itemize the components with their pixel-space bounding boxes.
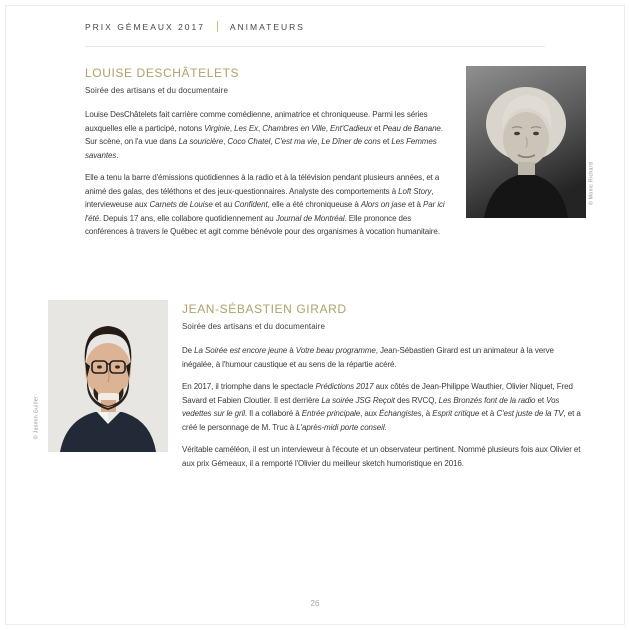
louise-paragraph-2: Elle a tenu la barre d'émissions quotidiennes à la radio et à la télévision pendant plusieurs années, et a animé des galas, des téléthons et des jeux-questionnaires. Analyste des comportements à Loft Story, intervieweuse aux Carnets de Louise et au Confident, elle a été chroniqueuse à Alors on jase et à Par ici l'été. Depuis 17 ans, elle collabore quotidiennement au Journal de Montréal. Elle prononce des conférences à travers le Québec et agit comme bénévole pour des organismes à vocation humanitaire.: [85, 173, 445, 236]
section-title-girard: JEAN-SÉBASTIEN GIRARD: [182, 302, 347, 316]
page-header: [85, 21, 305, 33]
header-program-title: PRIX GÉMEAUX 2017: [85, 22, 205, 32]
photo-credit-girard: © Jasmin Guiller: [33, 395, 40, 440]
section-louise-deschatelets: [85, 66, 595, 248]
header-separator: |: [215, 20, 219, 32]
girard-paragraph-1: De La Soirée est encore jeune à Votre beau programme, Jean-Sébastien Girard est un animateur à la verve inégalée, à l'humour caustique et au sens de la répartie acéré.: [182, 346, 554, 369]
header-category: ANIMATEURS: [229, 22, 305, 32]
page-number: 26: [310, 599, 320, 608]
photo-louise-deschatelets: [466, 66, 595, 218]
header-rule: [85, 46, 545, 47]
photo-jean-sebastien-girard: [33, 300, 168, 452]
girard-paragraph-2: En 2017, il triomphe dans le spectacle Prédictions 2017 aux côtés de Jean-Philippe Wauthier, Olivier Niquet, Fred Savard et Fabien Cloutier. Il est derrière La soirée JSG Reçoit des RVCQ, Les Bronzés font de la radio et Vos vedettes sur le gril. Il a collaboré à Entrée principale, aux Échangistes, à Esprit critique et à C'est juste de la TV, et a créé le personnage de M. Truc à L'après-midi porte conseil.: [182, 382, 581, 432]
louise-paragraph-1: Louise DesChâtelets fait carrière comme comédienne, animatrice et chroniqueuse. Parmi les séries auxquelles elle a participé, notons Virginie, Les Ex, Chambres en Ville, Ent'Cadieux et Peau de Banane. Sur scène, on l'a vue dans La souricière, Coco Chatel, C'est ma vie, Le Dîner de cons et Les Femmes savantes.: [85, 110, 443, 160]
section-title-louise: LOUISE DESCHÂTELETS: [85, 66, 240, 80]
girard-text-column: [182, 300, 586, 479]
girard-paragraph-3: Véritable caméléon, il est un intervieweur à l'écoute et un observateur pertinent. Nommé plusieurs fois aux Olivier et aux prix Gémeaux, il a remporté l'Olivier du meilleur sketch humoristique en 2016.: [182, 445, 581, 468]
section-subtitle-louise: Soirée des artisans et du documentaire: [85, 86, 228, 95]
portrait-girard-image: [48, 300, 168, 452]
section-subtitle-girard: Soirée des artisans et du documentaire: [182, 322, 325, 331]
portrait-louise-image: [466, 66, 586, 218]
page-footer: [0, 599, 630, 608]
section-jean-sebastien-girard: [33, 300, 586, 479]
photo-credit-louise: © Monic Richard: [588, 161, 595, 206]
